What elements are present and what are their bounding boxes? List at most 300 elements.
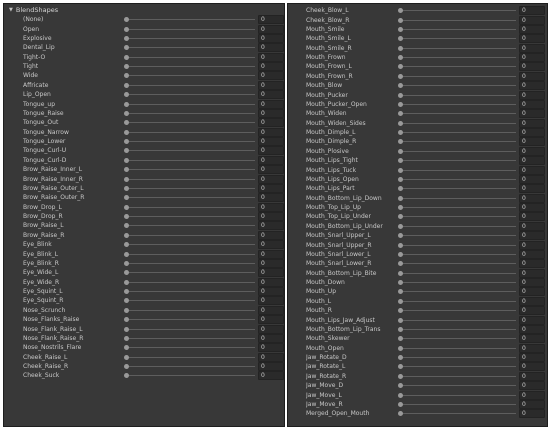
slider-thumb[interactable] xyxy=(398,93,403,98)
blendshape-slider[interactable] xyxy=(125,371,255,380)
blendshape-value-field[interactable]: 0 xyxy=(519,53,545,62)
blendshape-slider[interactable] xyxy=(125,53,255,62)
slider-thumb[interactable] xyxy=(124,27,129,32)
slider-track[interactable] xyxy=(399,85,516,86)
blendshape-value-field[interactable]: 0 xyxy=(519,353,545,362)
slider-track[interactable] xyxy=(125,57,255,58)
slider-track[interactable] xyxy=(399,66,516,67)
blendshapes-foldout-header[interactable] xyxy=(4,4,284,15)
slider-thumb[interactable] xyxy=(398,243,403,248)
slider-track[interactable] xyxy=(125,104,255,105)
blendshape-value-field[interactable]: 0 xyxy=(519,381,545,390)
blendshape-slider[interactable] xyxy=(399,100,516,109)
blendshape-value-field[interactable]: 0 xyxy=(258,287,284,296)
blendshape-value-field[interactable]: 0 xyxy=(519,184,545,193)
slider-thumb[interactable] xyxy=(124,102,129,107)
slider-track[interactable] xyxy=(399,216,516,217)
blendshape-value-field[interactable]: 0 xyxy=(258,109,284,118)
slider-track[interactable] xyxy=(125,113,255,114)
slider-thumb[interactable] xyxy=(398,402,403,407)
blendshape-value-field[interactable]: 0 xyxy=(258,306,284,315)
slider-track[interactable] xyxy=(399,179,516,180)
slider-track[interactable] xyxy=(399,160,516,161)
blendshape-slider[interactable] xyxy=(399,316,516,325)
blendshape-slider[interactable] xyxy=(125,362,255,371)
blendshape-value-field[interactable]: 0 xyxy=(258,371,284,380)
slider-track[interactable] xyxy=(125,235,255,236)
slider-thumb[interactable] xyxy=(398,355,403,360)
blendshape-value-field[interactable]: 0 xyxy=(258,34,284,43)
slider-track[interactable] xyxy=(125,263,255,264)
blendshape-value-field[interactable]: 0 xyxy=(519,325,545,334)
slider-track[interactable] xyxy=(125,207,255,208)
blendshape-value-field[interactable]: 0 xyxy=(519,334,545,343)
blendshape-slider[interactable] xyxy=(125,278,255,287)
slider-track[interactable] xyxy=(399,48,516,49)
blendshape-value-field[interactable]: 0 xyxy=(258,193,284,202)
slider-track[interactable] xyxy=(399,385,516,386)
blendshape-slider[interactable] xyxy=(125,296,255,305)
slider-thumb[interactable] xyxy=(124,55,129,60)
blendshape-slider[interactable] xyxy=(125,231,255,240)
blendshape-slider[interactable] xyxy=(399,325,516,334)
slider-thumb[interactable] xyxy=(398,336,403,341)
slider-track[interactable] xyxy=(399,404,516,405)
slider-thumb[interactable] xyxy=(124,205,129,210)
blendshape-slider[interactable] xyxy=(125,146,255,155)
slider-track[interactable] xyxy=(125,254,255,255)
blendshape-value-field[interactable]: 0 xyxy=(519,212,545,221)
blendshape-slider[interactable] xyxy=(399,81,516,90)
blendshape-value-field[interactable]: 0 xyxy=(519,231,545,240)
slider-track[interactable] xyxy=(399,38,516,39)
slider-thumb[interactable] xyxy=(124,167,129,172)
blendshape-value-field[interactable]: 0 xyxy=(519,203,545,212)
blendshape-slider[interactable] xyxy=(399,194,516,203)
slider-track[interactable] xyxy=(399,170,516,171)
slider-track[interactable] xyxy=(399,366,516,367)
blendshape-slider[interactable] xyxy=(399,34,516,43)
blendshape-value-field[interactable]: 0 xyxy=(519,156,545,165)
blendshape-slider[interactable] xyxy=(399,222,516,231)
slider-thumb[interactable] xyxy=(398,308,403,313)
blendshape-value-field[interactable]: 0 xyxy=(519,316,545,325)
slider-thumb[interactable] xyxy=(124,373,129,378)
blendshape-value-field[interactable]: 0 xyxy=(519,409,545,418)
slider-thumb[interactable] xyxy=(124,139,129,144)
blendshape-slider[interactable] xyxy=(125,118,255,127)
blendshape-value-field[interactable]: 0 xyxy=(519,306,545,315)
blendshape-slider[interactable] xyxy=(399,72,516,81)
blendshape-slider[interactable] xyxy=(125,25,255,34)
slider-track[interactable] xyxy=(399,245,516,246)
slider-track[interactable] xyxy=(125,169,255,170)
slider-thumb[interactable] xyxy=(398,364,403,369)
blendshape-value-field[interactable]: 0 xyxy=(258,231,284,240)
slider-track[interactable] xyxy=(125,338,255,339)
blendshape-value-field[interactable]: 0 xyxy=(519,6,545,15)
blendshape-value-field[interactable]: 0 xyxy=(258,43,284,52)
blendshape-value-field[interactable]: 0 xyxy=(258,250,284,259)
blendshape-value-field[interactable]: 0 xyxy=(258,325,284,334)
slider-track[interactable] xyxy=(125,282,255,283)
blendshape-value-field[interactable]: 0 xyxy=(258,146,284,155)
slider-thumb[interactable] xyxy=(124,195,129,200)
slider-thumb[interactable] xyxy=(398,158,403,163)
slider-track[interactable] xyxy=(399,310,516,311)
slider-thumb[interactable] xyxy=(124,214,129,219)
slider-thumb[interactable] xyxy=(398,327,403,332)
slider-track[interactable] xyxy=(399,395,516,396)
slider-thumb[interactable] xyxy=(398,139,403,144)
blendshape-value-field[interactable]: 0 xyxy=(258,156,284,165)
slider-track[interactable] xyxy=(399,188,516,189)
slider-thumb[interactable] xyxy=(124,298,129,303)
slider-track[interactable] xyxy=(125,197,255,198)
blendshape-value-field[interactable]: 0 xyxy=(519,344,545,353)
slider-track[interactable] xyxy=(125,357,255,358)
slider-thumb[interactable] xyxy=(398,102,403,107)
slider-track[interactable] xyxy=(399,76,516,77)
slider-thumb[interactable] xyxy=(124,252,129,257)
slider-thumb[interactable] xyxy=(398,83,403,88)
blendshape-value-field[interactable]: 0 xyxy=(258,15,284,24)
blendshape-value-field[interactable]: 0 xyxy=(258,118,284,127)
blendshape-slider[interactable] xyxy=(399,91,516,100)
blendshape-value-field[interactable]: 0 xyxy=(519,128,545,137)
blendshape-slider[interactable] xyxy=(125,15,255,24)
blendshape-value-field[interactable]: 0 xyxy=(519,137,545,146)
slider-thumb[interactable] xyxy=(124,233,129,238)
blendshape-value-field[interactable]: 0 xyxy=(258,343,284,352)
blendshape-slider[interactable] xyxy=(399,334,516,343)
slider-thumb[interactable] xyxy=(124,111,129,116)
slider-thumb[interactable] xyxy=(398,27,403,32)
blendshape-slider[interactable] xyxy=(399,409,516,418)
blendshape-slider[interactable] xyxy=(399,241,516,250)
slider-thumb[interactable] xyxy=(124,158,129,163)
blendshape-slider[interactable] xyxy=(399,137,516,146)
blendshape-slider[interactable] xyxy=(399,259,516,268)
blendshape-value-field[interactable]: 0 xyxy=(519,166,545,175)
blendshape-slider[interactable] xyxy=(399,269,516,278)
slider-track[interactable] xyxy=(125,291,255,292)
slider-thumb[interactable] xyxy=(398,121,403,126)
slider-thumb[interactable] xyxy=(398,393,403,398)
slider-thumb[interactable] xyxy=(398,205,403,210)
slider-thumb[interactable] xyxy=(124,327,129,332)
blendshape-value-field[interactable]: 0 xyxy=(258,53,284,62)
blendshape-slider[interactable] xyxy=(399,147,516,156)
blendshape-value-field[interactable]: 0 xyxy=(519,391,545,400)
slider-track[interactable] xyxy=(399,301,516,302)
slider-thumb[interactable] xyxy=(398,36,403,41)
blendshape-value-field[interactable]: 0 xyxy=(519,100,545,109)
slider-thumb[interactable] xyxy=(124,364,129,369)
blendshape-slider[interactable] xyxy=(125,90,255,99)
slider-track[interactable] xyxy=(125,347,255,348)
slider-track[interactable] xyxy=(399,57,516,58)
slider-track[interactable] xyxy=(399,338,516,339)
slider-thumb[interactable] xyxy=(124,223,129,228)
slider-thumb[interactable] xyxy=(124,83,129,88)
blendshape-value-field[interactable]: 0 xyxy=(258,268,284,277)
slider-thumb[interactable] xyxy=(124,280,129,285)
blendshape-slider[interactable] xyxy=(399,250,516,259)
slider-thumb[interactable] xyxy=(398,289,403,294)
slider-thumb[interactable] xyxy=(124,148,129,153)
blendshape-slider[interactable] xyxy=(125,109,255,118)
blendshape-slider[interactable] xyxy=(399,6,516,15)
blendshape-slider[interactable] xyxy=(399,53,516,62)
blendshape-slider[interactable] xyxy=(125,343,255,352)
blendshape-slider[interactable] xyxy=(125,156,255,165)
slider-thumb[interactable] xyxy=(124,336,129,341)
slider-track[interactable] xyxy=(125,179,255,180)
slider-thumb[interactable] xyxy=(124,242,129,247)
slider-thumb[interactable] xyxy=(398,252,403,257)
blendshape-slider[interactable] xyxy=(125,259,255,268)
slider-thumb[interactable] xyxy=(124,17,129,22)
blendshape-slider[interactable] xyxy=(399,128,516,137)
slider-track[interactable] xyxy=(125,188,255,189)
slider-thumb[interactable] xyxy=(398,177,403,182)
blendshape-slider[interactable] xyxy=(399,400,516,409)
blendshape-slider[interactable] xyxy=(125,353,255,362)
blendshape-value-field[interactable]: 0 xyxy=(519,81,545,90)
slider-track[interactable] xyxy=(399,132,516,133)
blendshape-slider[interactable] xyxy=(399,287,516,296)
slider-thumb[interactable] xyxy=(398,261,403,266)
slider-track[interactable] xyxy=(399,20,516,21)
blendshape-value-field[interactable]: 0 xyxy=(519,287,545,296)
blendshape-slider[interactable] xyxy=(125,334,255,343)
slider-track[interactable] xyxy=(125,150,255,151)
blendshape-slider[interactable] xyxy=(399,297,516,306)
slider-thumb[interactable] xyxy=(398,74,403,79)
slider-track[interactable] xyxy=(125,85,255,86)
slider-track[interactable] xyxy=(125,75,255,76)
slider-thumb[interactable] xyxy=(398,18,403,23)
blendshape-slider[interactable] xyxy=(125,221,255,230)
slider-thumb[interactable] xyxy=(398,55,403,60)
slider-track[interactable] xyxy=(399,291,516,292)
slider-track[interactable] xyxy=(399,376,516,377)
blendshape-slider[interactable] xyxy=(399,203,516,212)
slider-thumb[interactable] xyxy=(124,355,129,360)
slider-track[interactable] xyxy=(125,141,255,142)
slider-thumb[interactable] xyxy=(398,233,403,238)
blendshape-value-field[interactable]: 0 xyxy=(258,62,284,71)
slider-track[interactable] xyxy=(399,113,516,114)
blendshape-value-field[interactable]: 0 xyxy=(258,362,284,371)
slider-track[interactable] xyxy=(125,29,255,30)
blendshape-value-field[interactable]: 0 xyxy=(519,72,545,81)
blendshape-value-field[interactable]: 0 xyxy=(519,372,545,381)
blendshape-value-field[interactable]: 0 xyxy=(519,109,545,118)
slider-thumb[interactable] xyxy=(124,120,129,125)
blendshape-slider[interactable] xyxy=(125,81,255,90)
blendshape-value-field[interactable]: 0 xyxy=(258,296,284,305)
slider-thumb[interactable] xyxy=(398,130,403,135)
slider-track[interactable] xyxy=(399,254,516,255)
blendshape-value-field[interactable]: 0 xyxy=(519,250,545,259)
blendshape-slider[interactable] xyxy=(125,62,255,71)
blendshape-slider[interactable] xyxy=(125,193,255,202)
slider-thumb[interactable] xyxy=(398,271,403,276)
slider-thumb[interactable] xyxy=(124,45,129,50)
blendshape-slider[interactable] xyxy=(399,212,516,221)
slider-thumb[interactable] xyxy=(398,46,403,51)
slider-thumb[interactable] xyxy=(398,8,403,13)
slider-thumb[interactable] xyxy=(124,308,129,313)
slider-track[interactable] xyxy=(399,207,516,208)
slider-track[interactable] xyxy=(125,66,255,67)
blendshape-value-field[interactable]: 0 xyxy=(519,194,545,203)
blendshape-value-field[interactable]: 0 xyxy=(519,119,545,128)
slider-track[interactable] xyxy=(399,141,516,142)
blendshape-value-field[interactable]: 0 xyxy=(258,240,284,249)
slider-thumb[interactable] xyxy=(398,149,403,154)
slider-thumb[interactable] xyxy=(398,168,403,173)
blendshape-value-field[interactable]: 0 xyxy=(258,90,284,99)
blendshape-slider[interactable] xyxy=(125,212,255,221)
slider-track[interactable] xyxy=(399,151,516,152)
blendshape-value-field[interactable]: 0 xyxy=(519,16,545,25)
slider-thumb[interactable] xyxy=(398,374,403,379)
slider-track[interactable] xyxy=(399,198,516,199)
slider-thumb[interactable] xyxy=(124,92,129,97)
slider-track[interactable] xyxy=(125,272,255,273)
slider-track[interactable] xyxy=(399,235,516,236)
foldout-arrow-icon[interactable]: ▼ xyxy=(9,6,13,13)
slider-track[interactable] xyxy=(125,366,255,367)
slider-track[interactable] xyxy=(399,95,516,96)
blendshape-slider[interactable] xyxy=(399,344,516,353)
blendshape-slider[interactable] xyxy=(125,128,255,137)
slider-thumb[interactable] xyxy=(398,318,403,323)
blendshape-value-field[interactable]: 0 xyxy=(519,259,545,268)
blendshape-slider[interactable] xyxy=(125,34,255,43)
blendshape-slider[interactable] xyxy=(399,109,516,118)
blendshape-value-field[interactable]: 0 xyxy=(519,269,545,278)
slider-track[interactable] xyxy=(125,329,255,330)
blendshape-slider[interactable] xyxy=(125,315,255,324)
blendshape-slider[interactable] xyxy=(125,250,255,259)
blendshape-value-field[interactable]: 0 xyxy=(519,278,545,287)
blendshape-slider[interactable] xyxy=(125,71,255,80)
blendshape-value-field[interactable]: 0 xyxy=(519,44,545,53)
blendshape-slider[interactable] xyxy=(125,43,255,52)
slider-thumb[interactable] xyxy=(398,214,403,219)
slider-thumb[interactable] xyxy=(124,270,129,275)
slider-track[interactable] xyxy=(125,225,255,226)
slider-track[interactable] xyxy=(125,216,255,217)
blendshape-slider[interactable] xyxy=(399,44,516,53)
slider-thumb[interactable] xyxy=(398,196,403,201)
slider-thumb[interactable] xyxy=(398,64,403,69)
blendshape-value-field[interactable]: 0 xyxy=(258,71,284,80)
blendshape-value-field[interactable]: 0 xyxy=(519,362,545,371)
slider-track[interactable] xyxy=(399,357,516,358)
slider-thumb[interactable] xyxy=(124,261,129,266)
blendshape-value-field[interactable]: 0 xyxy=(519,34,545,43)
slider-track[interactable] xyxy=(399,10,516,11)
blendshape-slider[interactable] xyxy=(125,175,255,184)
blendshape-value-field[interactable]: 0 xyxy=(519,147,545,156)
blendshape-slider[interactable] xyxy=(399,381,516,390)
blendshape-slider[interactable] xyxy=(125,165,255,174)
slider-track[interactable] xyxy=(125,47,255,48)
blendshape-value-field[interactable]: 0 xyxy=(258,353,284,362)
slider-thumb[interactable] xyxy=(398,411,403,416)
blendshape-value-field[interactable]: 0 xyxy=(519,62,545,71)
slider-thumb[interactable] xyxy=(398,186,403,191)
slider-thumb[interactable] xyxy=(398,224,403,229)
slider-track[interactable] xyxy=(125,160,255,161)
blendshape-slider[interactable] xyxy=(399,372,516,381)
slider-thumb[interactable] xyxy=(398,346,403,351)
blendshape-value-field[interactable]: 0 xyxy=(519,400,545,409)
slider-track[interactable] xyxy=(125,122,255,123)
blendshape-value-field[interactable]: 0 xyxy=(258,128,284,137)
slider-track[interactable] xyxy=(125,244,255,245)
blendshape-value-field[interactable]: 0 xyxy=(519,25,545,34)
blendshape-value-field[interactable]: 0 xyxy=(258,100,284,109)
slider-track[interactable] xyxy=(125,310,255,311)
blendshape-slider[interactable] xyxy=(125,137,255,146)
blendshape-slider[interactable] xyxy=(399,25,516,34)
blendshape-value-field[interactable]: 0 xyxy=(258,137,284,146)
slider-track[interactable] xyxy=(399,123,516,124)
slider-thumb[interactable] xyxy=(124,130,129,135)
slider-track[interactable] xyxy=(125,94,255,95)
slider-thumb[interactable] xyxy=(124,345,129,350)
blendshape-value-field[interactable]: 0 xyxy=(519,91,545,100)
blendshape-slider[interactable] xyxy=(125,287,255,296)
blendshape-value-field[interactable]: 0 xyxy=(519,222,545,231)
slider-track[interactable] xyxy=(399,273,516,274)
slider-thumb[interactable] xyxy=(124,317,129,322)
blendshape-value-field[interactable]: 0 xyxy=(258,175,284,184)
slider-thumb[interactable] xyxy=(398,299,403,304)
blendshape-value-field[interactable]: 0 xyxy=(258,81,284,90)
blendshape-value-field[interactable]: 0 xyxy=(258,259,284,268)
blendshape-slider[interactable] xyxy=(125,306,255,315)
slider-thumb[interactable] xyxy=(124,36,129,41)
slider-track[interactable] xyxy=(399,320,516,321)
slider-track[interactable] xyxy=(399,282,516,283)
blendshape-slider[interactable] xyxy=(399,156,516,165)
slider-track[interactable] xyxy=(399,413,516,414)
slider-track[interactable] xyxy=(125,132,255,133)
slider-track[interactable] xyxy=(399,348,516,349)
slider-track[interactable] xyxy=(399,104,516,105)
blendshape-slider[interactable] xyxy=(125,100,255,109)
blendshape-slider[interactable] xyxy=(399,278,516,287)
slider-thumb[interactable] xyxy=(124,289,129,294)
slider-track[interactable] xyxy=(399,29,516,30)
slider-track[interactable] xyxy=(125,300,255,301)
blendshape-slider[interactable] xyxy=(125,240,255,249)
blendshape-slider[interactable] xyxy=(399,166,516,175)
blendshape-value-field[interactable]: 0 xyxy=(258,278,284,287)
slider-track[interactable] xyxy=(399,226,516,227)
blendshape-slider[interactable] xyxy=(125,325,255,334)
blendshape-value-field[interactable]: 0 xyxy=(258,334,284,343)
blendshape-slider[interactable] xyxy=(399,175,516,184)
slider-track[interactable] xyxy=(399,329,516,330)
